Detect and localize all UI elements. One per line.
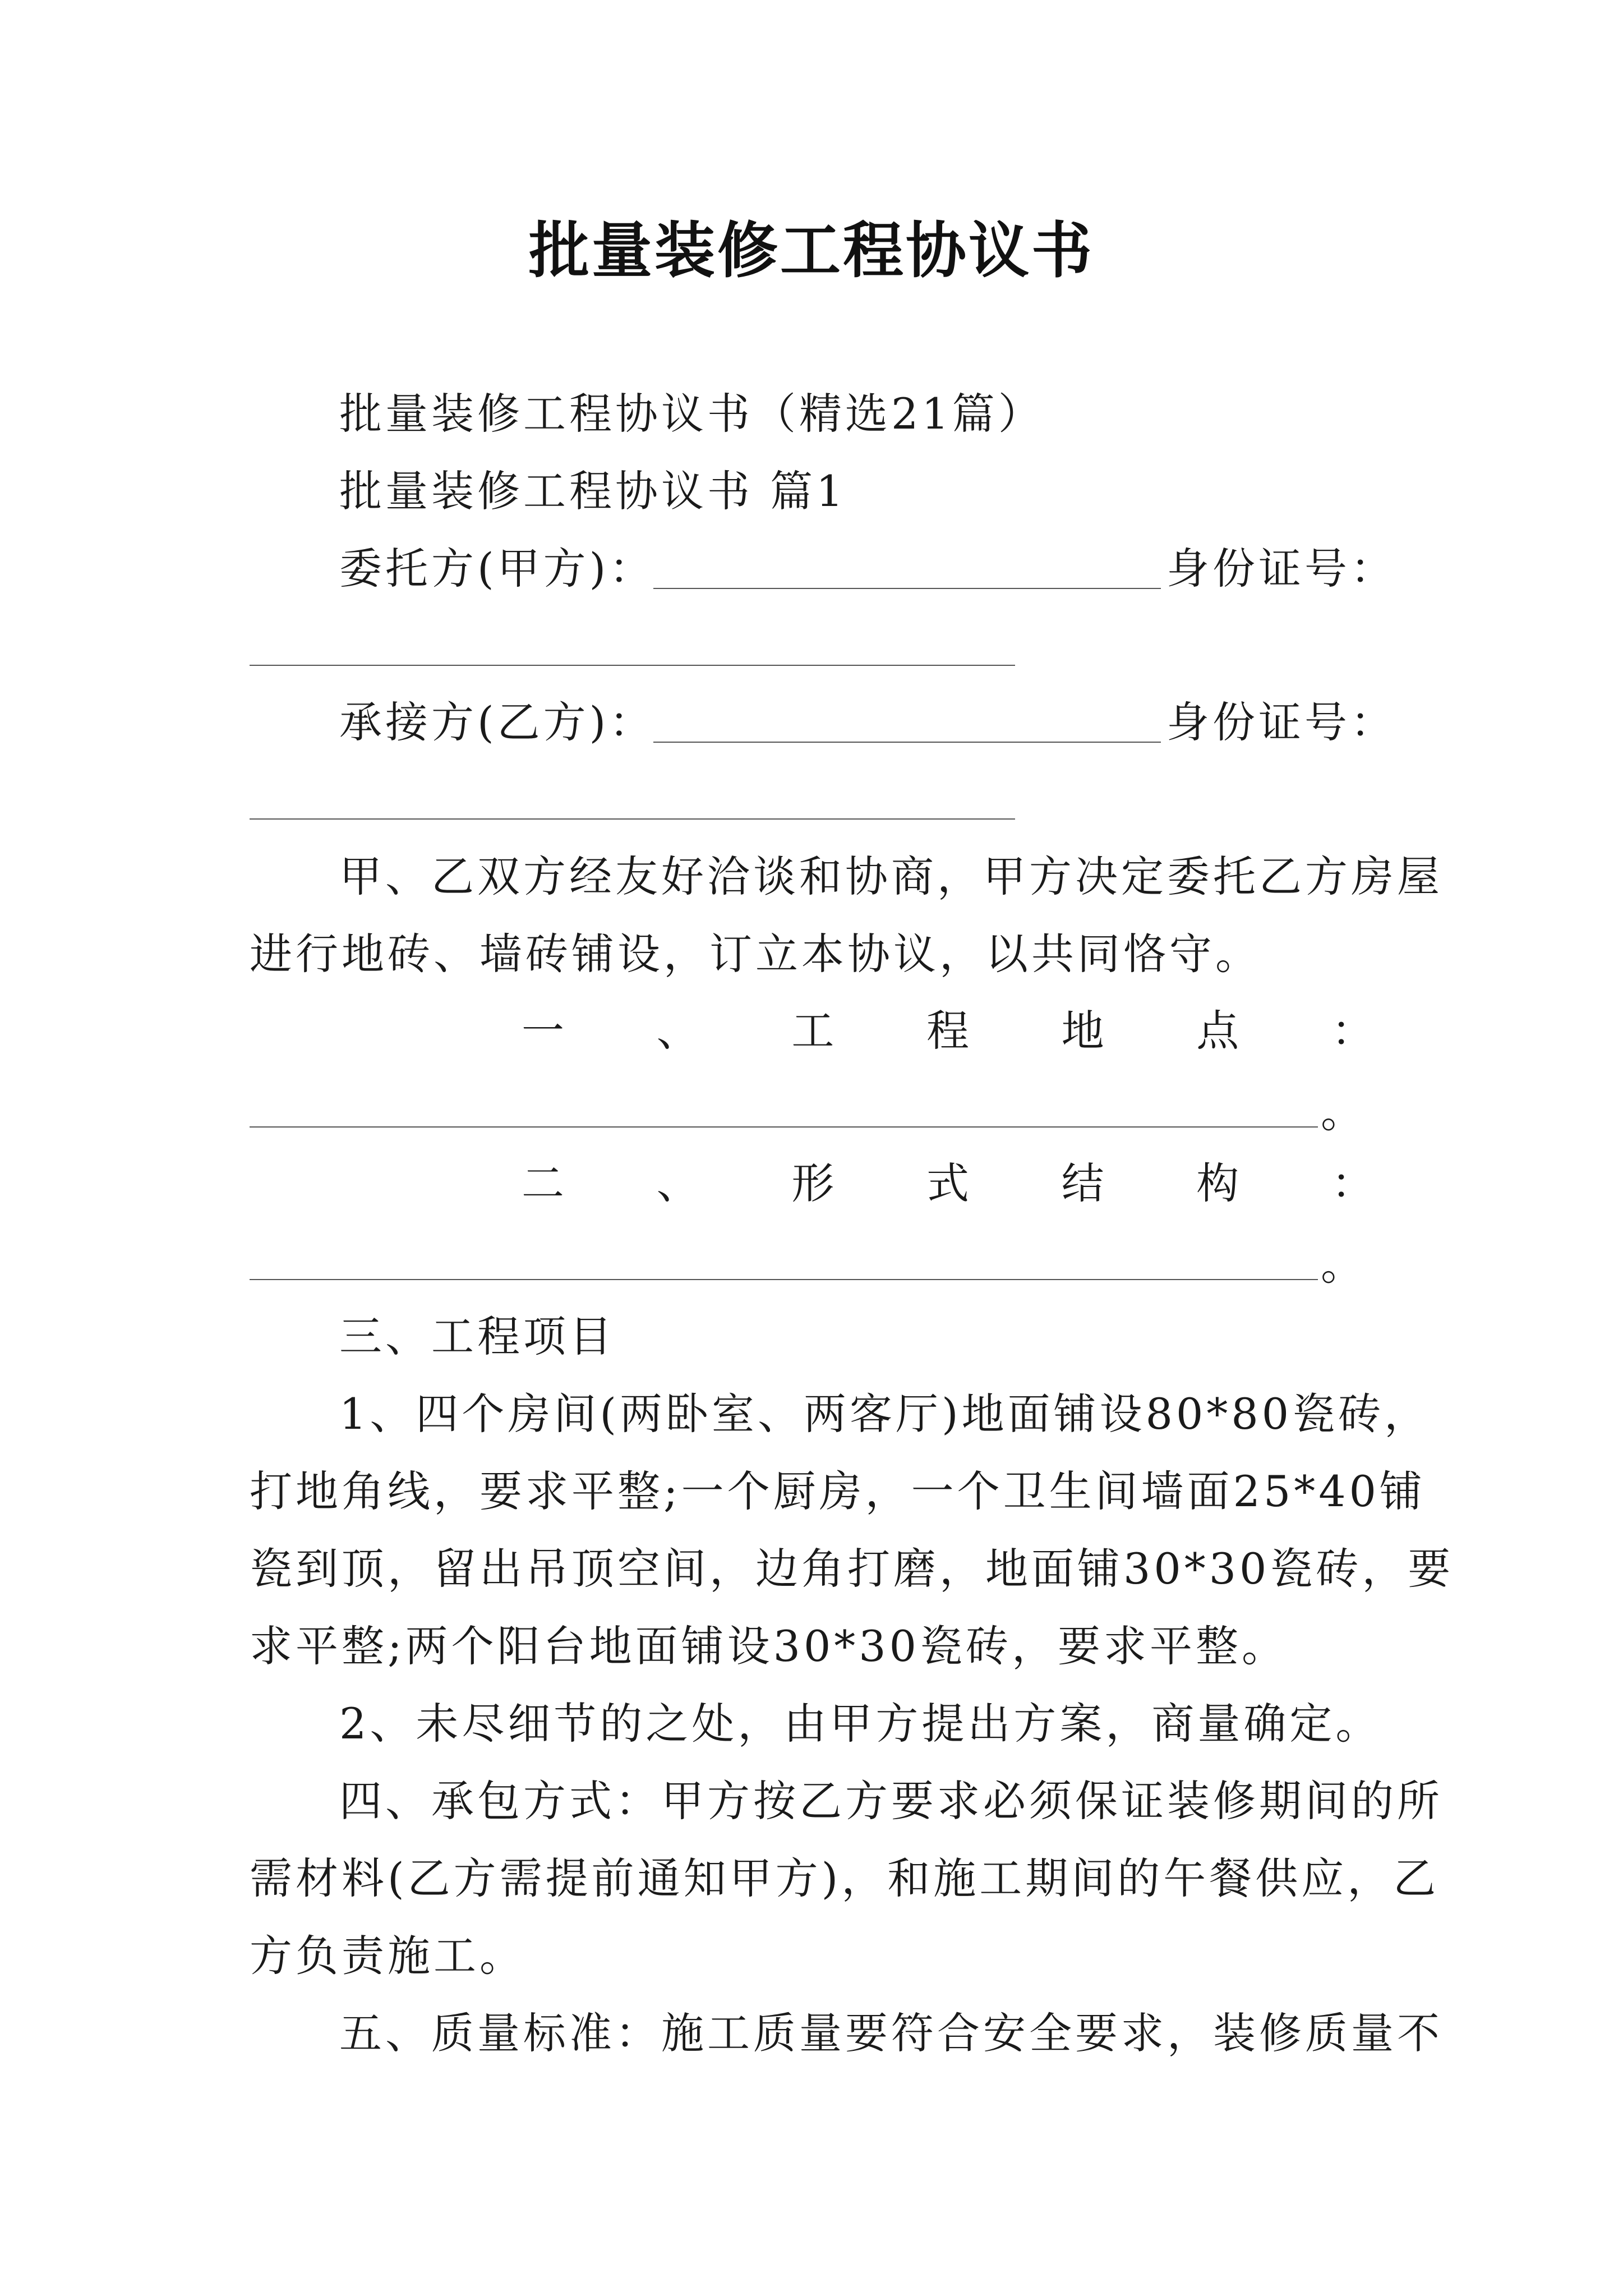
- paragraph-4-line-1: 五、质量标准：施工质量要符合安全要求，装修质量不: [339, 2008, 1443, 2058]
- item-1-char: 、: [656, 1006, 699, 1056]
- item-1-char: 工: [791, 1006, 834, 1056]
- party-a-id-blank: [250, 665, 1015, 666]
- item-1-period: 。: [1321, 1087, 1367, 1137]
- item-2-heading: [522, 1158, 1374, 1208]
- item-2-period: 。: [1321, 1240, 1367, 1290]
- paragraph-2-line-1: 2、未尽细节的之处，由甲方提出方案，商量确定。: [339, 1699, 1382, 1749]
- item-2-char: 二: [522, 1158, 564, 1208]
- item-1-char: 程: [926, 1006, 969, 1056]
- document-title: 批量装修工程协议书: [528, 216, 1094, 286]
- paragraph-1-line-4: 求平整;两个阳台地面铺设30*30瓷砖，要求平整。: [250, 1621, 1288, 1671]
- party-a-label: 委托方(甲方)：: [339, 544, 656, 593]
- intro-line-1: 甲、乙双方经友好洽谈和协商，甲方决定委托乙方房屋: [339, 852, 1443, 901]
- party-b-label: 承接方(乙方)：: [339, 697, 656, 747]
- item-2-char: ：: [1331, 1158, 1374, 1208]
- intro-line-2: 进行地砖、墙砖铺设，订立本协议，以共同恪守。: [250, 929, 1261, 979]
- party-a-name-blank: [653, 588, 1161, 589]
- item-1-blank: [250, 1126, 1318, 1128]
- section-heading: 批量装修工程协议书 篇1: [339, 466, 847, 516]
- subtitle: 批量装修工程协议书（精选21篇）: [339, 389, 1044, 439]
- item-1-char: 点: [1196, 1006, 1239, 1056]
- item-1-char: 地: [1061, 1006, 1104, 1056]
- paragraph-3-line-2: 需材料(乙方需提前通知甲方)，和施工期间的午餐供应，乙: [250, 1853, 1440, 1903]
- item-1-char: ：: [1331, 1006, 1374, 1056]
- item-1-char: 一: [522, 1006, 564, 1056]
- party-a-id-label: 身份证号：: [1166, 544, 1396, 593]
- paragraph-3-line-1: 四、承包方式：甲方按乙方要求必须保证装修期间的所: [339, 1776, 1443, 1826]
- item-2-char: 、: [656, 1158, 699, 1208]
- item-2-char: 构: [1196, 1158, 1239, 1208]
- party-b-id-blank: [250, 818, 1015, 820]
- paragraph-1-line-2: 打地角线，要求平整;一个厨房，一个卫生间墙面25*40铺: [250, 1466, 1426, 1516]
- item-2-char: 式: [926, 1158, 969, 1208]
- paragraph-1-line-1: 1、四个房间(两卧室、两客厅)地面铺设80*80瓷砖，: [339, 1389, 1431, 1439]
- item-3-heading: 三、工程项目: [339, 1312, 615, 1361]
- paragraph-3-line-3: 方负责施工。: [250, 1931, 525, 1981]
- party-b-name-blank: [653, 742, 1161, 743]
- party-b-id-label: 身份证号：: [1166, 697, 1396, 747]
- item-2-char: 结: [1061, 1158, 1104, 1208]
- paragraph-1-line-3: 瓷到顶，留出吊顶空间，边角打磨，地面铺30*30瓷砖，要: [250, 1544, 1454, 1594]
- item-1-heading: [522, 1006, 1374, 1056]
- item-2-char: 形: [791, 1158, 834, 1208]
- item-2-blank: [250, 1279, 1318, 1280]
